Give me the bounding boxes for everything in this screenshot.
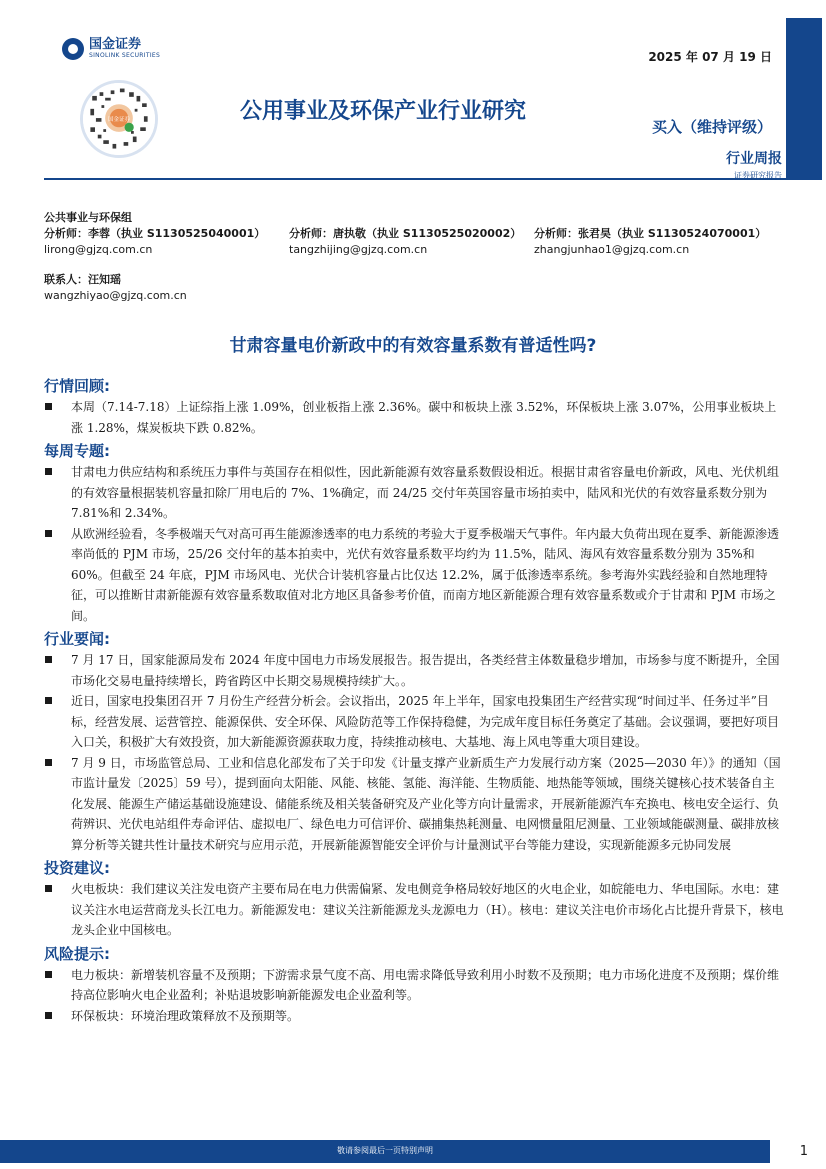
analyst-item [44, 226, 289, 258]
list-item [44, 753, 786, 856]
section-title: 风险提示: [44, 944, 110, 963]
header-band [44, 18, 822, 180]
report-subtype: 证券研究报告 [734, 171, 782, 180]
square-bullet-icon [45, 885, 52, 892]
list-item [44, 650, 786, 691]
section-title: 行情回顾: [44, 377, 110, 395]
section-market-review [44, 375, 786, 438]
list-item [44, 965, 786, 1006]
analyst-item [289, 226, 534, 258]
main-title: 甘肃容量电价新政中的有效容量系数有普适性吗? [229, 336, 597, 356]
page-footer [0, 1134, 826, 1169]
section-weekly-topic [44, 440, 786, 626]
list-item-text: 7 月 17 日，国家能源局发布 2024 年度中国电力市场发展报告。报告提出，各类经营主体数量稳步增加，市场参与度不断提升，全国市场化交易电量持续增长，跨省跨区中长期交易规模持续扩大。。 [71, 653, 780, 688]
report-title: 公用事业及环保产业行业研究 [240, 99, 527, 124]
section-title: 投资建议: [44, 859, 110, 877]
square-bullet-icon [45, 759, 52, 766]
page-number: 1 [799, 1144, 808, 1159]
logo-cn-text: 国金证券 [89, 37, 142, 52]
report-content [44, 375, 786, 1028]
analyst-label: 分析师：李蓉（执业 S1130525040001） [44, 227, 266, 240]
square-bullet-icon [45, 1012, 52, 1019]
list-item [44, 1006, 786, 1027]
list-item-text: 从欧洲经验看，冬季极端天气对高可再生能源渗透率的电力系统的考验大于夏季极端天气事件。年内最大负荷出现在夏季、新能源渗透率尚低的 PJM 市场，25/26 交付年的基本拍卖中，光伏有效容量系数平均约为 11.5%，陆风、海风有效容量系数分别为 35%和 60%。但截至 24 年底，PJM 市场风电、光伏合计装机容量占比仅达 12.2%，属于低渗透率系统。参考海外实践经验和自然地理特征，可以推断甘肃新能源有效容量系数取值对北方地区具备参考价值，而南方地区新能源合理有效容量系数或介于甘肃和 PJM 市场之间。 [71, 526, 780, 623]
square-bullet-icon [45, 468, 52, 475]
qr-code-icon [80, 80, 158, 158]
square-bullet-icon [45, 656, 52, 663]
list-item [44, 397, 786, 438]
analyst-label: 分析师：唐执敬（执业 S1130525020002） [289, 227, 522, 240]
report-date: 2025 年 07 月 19 日 [648, 50, 772, 64]
company-logo [62, 38, 160, 60]
analyst-email[interactable]: zhangjunhao1@gjzq.com.cn [534, 243, 690, 256]
list-item-text: 甘肃电力供应结构和系统压力事件与英国存在相似性，因此新能源有效容量系数假设相近。根据甘肃省容量电价新政，风电、光伏机组的有效容量根据装机容量扣除厂用电后的 7%、1%确定，而 24/25 交付年英国容量市场拍卖中，陆风和光伏的有效容量系数分别为 7.81%和 2.34%。 [71, 465, 780, 520]
square-bullet-icon [45, 530, 52, 537]
analyst-block [44, 210, 779, 304]
section-industry-news [44, 628, 786, 855]
header-panel [44, 18, 786, 180]
list-item [44, 691, 786, 753]
report-type: 行业周报 [726, 151, 782, 167]
analyst-item [534, 226, 779, 258]
square-bullet-icon [45, 971, 52, 978]
analyst-email[interactable]: tangzhijing@gjzq.com.cn [289, 243, 428, 256]
list-item [44, 879, 786, 941]
logo-mark-icon [62, 38, 84, 60]
rating-label: 买入（维持评级） [651, 118, 772, 136]
list-item [44, 524, 786, 627]
list-item-text: 环保板块：环境治理政策释放不及预期等。 [71, 1008, 300, 1023]
contact-label: 联系人：汪知瑶 [44, 273, 121, 286]
list-item [44, 462, 786, 524]
section-risk-warning [44, 943, 786, 1027]
analyst-row [44, 226, 779, 258]
contact-email[interactable]: wangzhiyao@gjzq.com.cn [44, 289, 187, 302]
list-item-text: 火电板块：我们建议关注发电资产主要布局在电力供需偏紧、发电侧竞争格局较好地区的火电企业，如皖能电力、华电国际。水电：建议关注水电运营商龙头长江电力。新能源发电：建议关注新能源龙头龙源电力（H）。核电：建议关注电价市场化占比提升背景下，核电龙头企业中国核电。 [71, 882, 784, 937]
list-item-text: 电力板块：新增装机容量不及预期；下游需求景气度不高、用电需求降低导致利用小时数不及预期；电力市场化进度不及预期；煤价维持高位影响火电企业盈利；补贴退坡影响新能源发电企业盈利等。 [71, 967, 780, 1002]
list-item-text: 本周（7.14-7.18）上证综指上涨 1.09%，创业板指上涨 2.36%。碳中和板块上涨 3.52%，环保板块上涨 3.07%，公用事业板块上涨 1.28%，煤炭板块下跌 0.82%。 [71, 400, 777, 435]
section-title: 每周专题: [44, 442, 110, 460]
square-bullet-icon [45, 697, 52, 704]
list-item-text: 近日，国家电投集团召开 7 月份生产经营分析会。会议指出，2025 年上半年，国家电投集团生产经营实现“时间过半、任务过半”目标，经营发展、运营管控、能源保供、安全环保、风险防范等工作保持稳健，为完成年度目标任务奠定了基础。会议强调，要把好项目入口关，积极扩大有效投资，加大新能源资源获取力度，持续推动核电、大基地、海上风电等重大项目建设。 [71, 694, 780, 749]
footer-disclaimer: 敬请参阅最后一页特别声明 [337, 1146, 433, 1155]
analyst-group: 公共事业与环保组 [44, 211, 132, 224]
section-investment-advice [44, 857, 786, 941]
square-bullet-icon [45, 403, 52, 410]
logo-en-text: SINOLINK SECURITIES [89, 52, 161, 59]
analyst-label: 分析师：张君昊（执业 S1130524070001） [534, 227, 767, 240]
qr-center-label: 国金证券 [107, 116, 131, 123]
contact-block [44, 272, 779, 304]
list-item-text: 7 月 9 日，市场监管总局、工业和信息化部发布了关于印发《计量支撑产业新质生产力发展行动方案（2025—2030 年）》的通知（国市监计量发〔2025〕59 号），提到面向太阳能、风能、核能、氢能、海洋能、生物质能、地热能等领域，围绕关键核心技术装备自主化发展、能源生产储运基础设施建设、储能系统及相关装备研究及产业化等方向计量需求，开展新能源汽车充换电、核电安全运行、负荷辨识、光伏电站组件寿命评估、虚拟电厂、绿色电力可信评价、碳捕集热耗测量、电网惯量阻尼测量、工业领域能碳测量、碳排放核算分析等关键共性计量技术研究与应用示范，开展新能源智能安全评价与计量测试平台等能力建设，实现新能源多元协同发展 [71, 755, 781, 852]
section-title: 行业要闻: [44, 630, 110, 648]
analyst-email[interactable]: lirong@gjzq.com.cn [44, 243, 153, 256]
